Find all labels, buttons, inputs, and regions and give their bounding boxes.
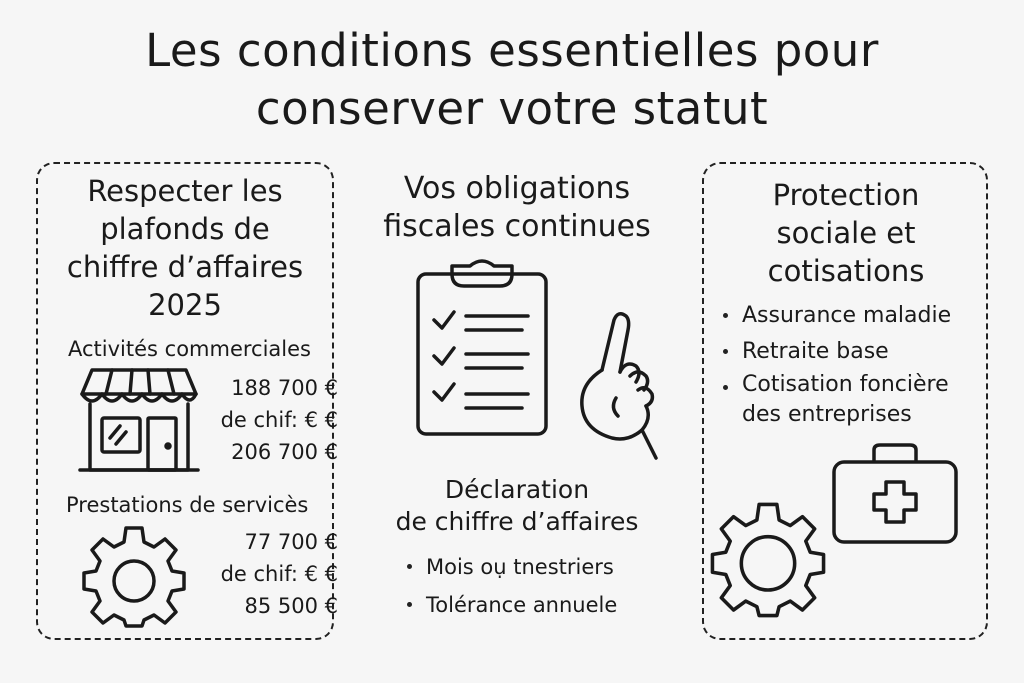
page-title <box>0 22 1024 138</box>
commercial-activities-label: Activités commerciales <box>68 337 311 361</box>
commercial-amount-1: 188 700 € <box>231 376 338 400</box>
commercial-amount-2: 206 700 € <box>231 440 338 464</box>
ceilings-title-line-4: 2025 <box>148 288 222 322</box>
services-amounts <box>196 526 338 622</box>
services-amount-2: 85 500 € <box>244 594 338 618</box>
declaration-line-2: de chiffre d’affaires <box>395 507 639 536</box>
list-item: Retraite base <box>720 334 951 370</box>
social-title-line-1: Protection <box>772 178 920 212</box>
clipboard-checklist-icon <box>412 258 552 438</box>
list-item: Tolérance annuele <box>404 586 617 624</box>
services-amount-1: 77 700 € <box>244 530 338 554</box>
ceilings-panel-title <box>40 172 330 324</box>
pointing-hand-icon <box>572 310 668 460</box>
store-icon <box>76 366 202 474</box>
services-label: Prestations de servicès <box>66 493 309 517</box>
social-protection-bullets <box>720 298 951 430</box>
first-aid-kit-icon <box>830 442 960 546</box>
page-title-line-2: conserver votre statut <box>255 82 769 135</box>
list-item: Cotisation foncière <box>720 370 951 400</box>
list-item: Mois oụ tnestriers <box>404 548 617 586</box>
services-middle-text: de chif: € € <box>220 562 338 586</box>
ceilings-title-line-1: Respecter les <box>87 174 283 208</box>
commercial-amounts <box>196 372 338 468</box>
social-title-line-2: sociale et <box>776 216 916 250</box>
ceilings-title-line-3: chiffre d’affaires <box>66 250 304 284</box>
tax-title-line-1: Vos obligations <box>403 171 631 206</box>
gear-icon <box>80 522 188 630</box>
ceilings-title-line-2: plafonds de <box>100 212 270 246</box>
page-title-line-1: Les conditions essentielles pour <box>145 24 879 77</box>
tax-obligations-title <box>352 170 682 246</box>
tax-title-line-2: fiscales continues <box>383 209 651 244</box>
list-item: Assurance maladie <box>720 298 951 334</box>
commercial-middle-text: de chif: € € <box>220 408 338 432</box>
social-protection-title <box>706 176 986 290</box>
declaration-title <box>382 474 652 538</box>
gear-icon <box>708 500 828 620</box>
declaration-line-1: Déclaration <box>444 475 590 504</box>
list-item-continuation: des entreprises <box>742 402 912 427</box>
declaration-bullets <box>404 548 617 624</box>
social-title-line-3: cotisations <box>767 254 925 288</box>
